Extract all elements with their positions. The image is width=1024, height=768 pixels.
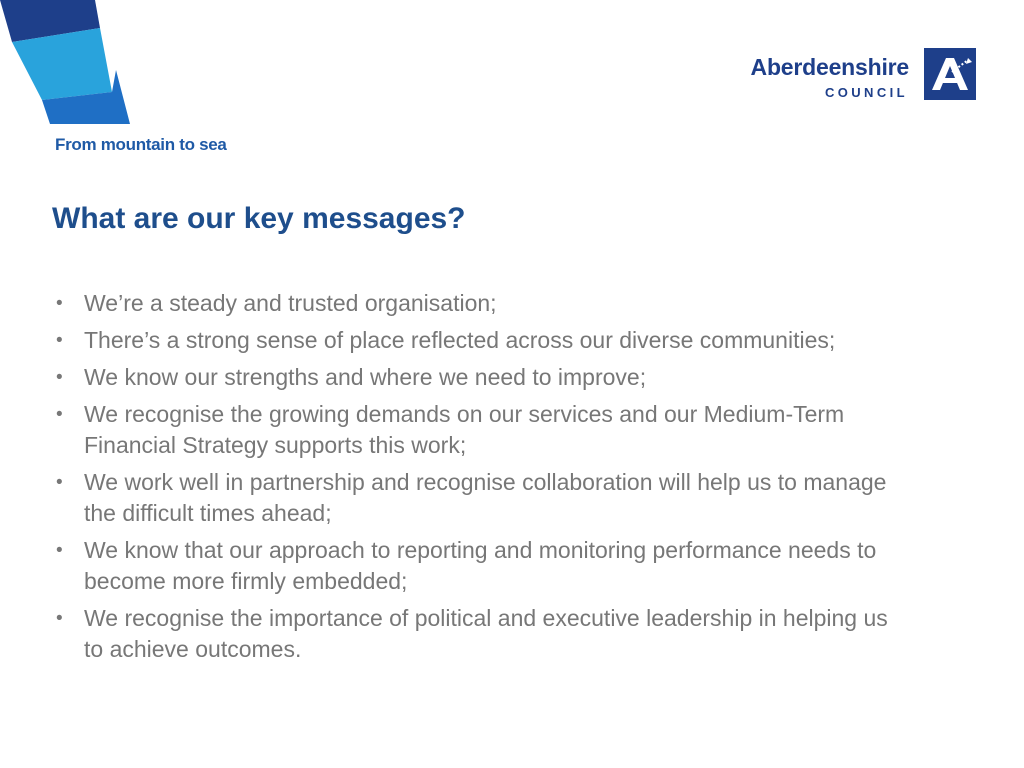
bullet-icon: •: [56, 472, 63, 493]
logo-sub: COUNCIL: [824, 85, 908, 100]
bullet-icon: •: [56, 367, 63, 388]
list-item-text: There’s a strong sense of place reflected across our diverse communities;: [84, 327, 836, 353]
slide-title: What are our key messages?: [52, 202, 466, 235]
tagline: From mountain to sea: [55, 135, 227, 154]
logo-name: Aberdeenshire: [750, 54, 909, 80]
list-item-text: We recognise the growing demands on our services and our Medium-Term Financial Strategy supports this work;: [84, 401, 845, 458]
list-item: [52, 535, 892, 597]
bullet-icon: •: [56, 540, 63, 561]
list-item-text: We know our strengths and where we need to improve;: [84, 364, 647, 390]
list-item-text: We know that our approach to reporting and monitoring performance needs to become more firmly embedded;: [84, 537, 877, 594]
bullet-icon: •: [56, 608, 63, 629]
bullet-icon: •: [56, 404, 63, 425]
list-item: [52, 288, 892, 319]
corner-graphic: [0, 0, 140, 130]
list-item-text: We recognise the importance of political and executive leadership in helping us to achieve outcomes.: [84, 605, 888, 662]
list-item: [52, 467, 892, 529]
list-item-text: We’re a steady and trusted organisation;: [84, 290, 497, 316]
list-item: [52, 325, 892, 356]
bullet-icon: •: [56, 330, 63, 351]
bullet-icon: •: [56, 293, 63, 314]
list-item-text: We work well in partnership and recognise collaboration will help us to manage the difficult times ahead;: [84, 469, 887, 526]
list-item: [52, 362, 892, 393]
list-item: [52, 399, 892, 461]
list-item: [52, 603, 892, 665]
council-logo: [724, 48, 976, 104]
key-messages-list: [52, 288, 892, 671]
logo-mark-icon: [924, 48, 976, 100]
